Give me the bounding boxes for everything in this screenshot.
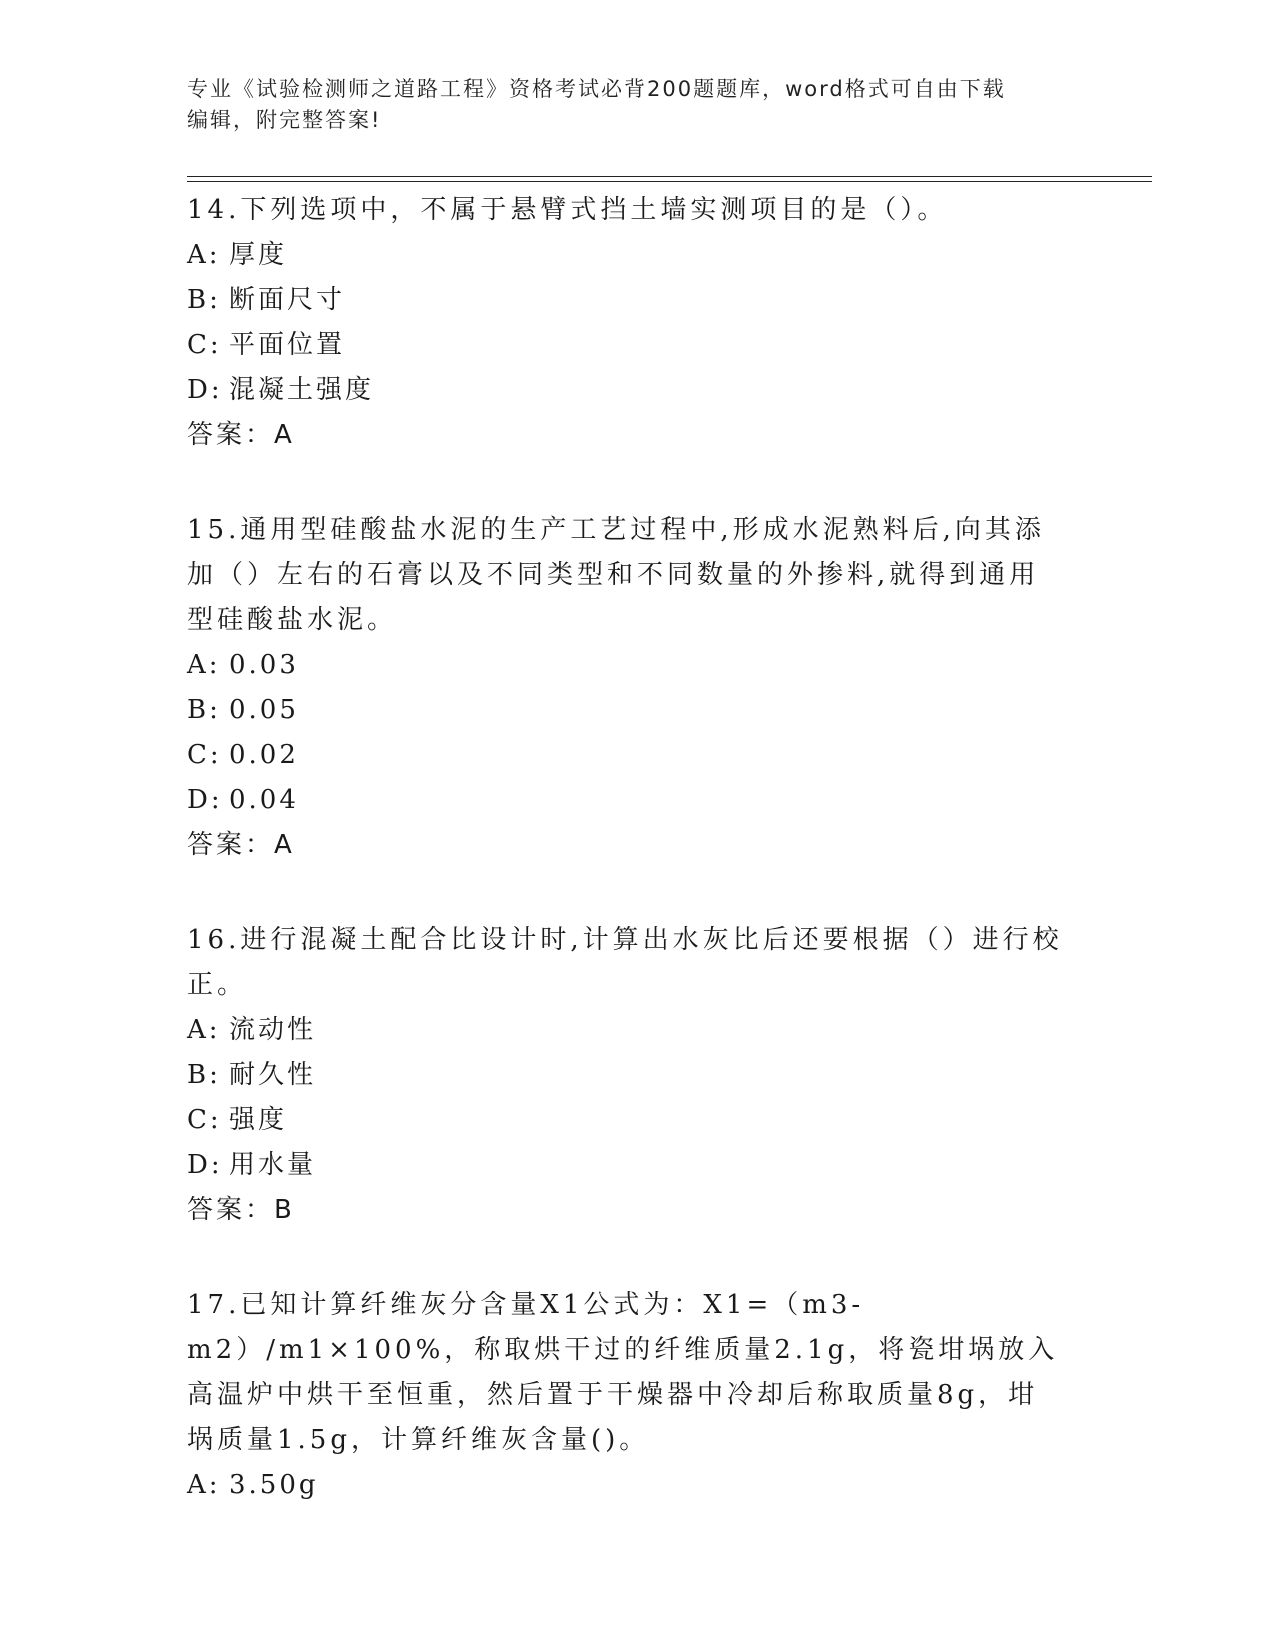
answer-line: 答案：B — [187, 1195, 295, 1225]
question-14 — [187, 188, 1067, 458]
option-key: D: — [187, 375, 223, 405]
option-key: D: — [187, 1150, 223, 1180]
option-key: A: — [187, 1470, 221, 1500]
question-text: 17.已知计算纤维灰分含量X1公式为：X1=（m3-m2）/m1×100%，称取烘干过的纤维质量2.1g，将瓷坩埚放入高温炉中烘干至恒重，然后置于干燥器中冷却后称取质量8g，坩埚质量1.5g，计算纤维灰含量()。 — [187, 1290, 1059, 1455]
option-text: 0.02 — [229, 740, 299, 770]
option-text: 断面尺寸 — [229, 285, 346, 315]
option-a — [187, 233, 1067, 278]
option-key: D: — [187, 785, 223, 815]
option-text: 平面位置 — [229, 330, 346, 360]
option-key: C: — [187, 330, 222, 360]
option-text: 用水量 — [229, 1150, 317, 1180]
answer-line: 答案：A — [187, 830, 295, 860]
option-key: B: — [187, 1060, 221, 1090]
option-key: A: — [187, 650, 221, 680]
option-d — [187, 1143, 1067, 1188]
option-text: 0.03 — [229, 650, 299, 680]
question-15 — [187, 508, 1067, 868]
option-text: 厚度 — [229, 240, 288, 270]
option-a — [187, 1463, 1067, 1508]
question-text: 15.通用型硅酸盐水泥的生产工艺过程中,形成水泥熟料后,向其添加（）左右的石膏以及不同类型和不同数量的外掺料,就得到通用型硅酸盐水泥。 — [187, 515, 1045, 635]
option-a — [187, 1008, 1067, 1053]
header-line-2: 编辑，附完整答案! — [187, 108, 382, 132]
option-text: 3.50g — [229, 1470, 319, 1500]
option-a — [187, 643, 1067, 688]
document-header — [187, 74, 1067, 136]
option-text: 混凝土强度 — [229, 375, 375, 405]
option-text: 0.04 — [229, 785, 299, 815]
option-text: 流动性 — [229, 1015, 317, 1045]
option-key: C: — [187, 1105, 222, 1135]
header-divider-bottom — [187, 181, 1152, 182]
question-text: 16.进行混凝土配合比设计时,计算出水灰比后还要根据（）进行校正。 — [187, 925, 1063, 1000]
option-c — [187, 1098, 1067, 1143]
option-key: A: — [187, 240, 221, 270]
option-d — [187, 368, 1067, 413]
option-d — [187, 778, 1067, 823]
option-b — [187, 278, 1067, 323]
option-text: 耐久性 — [229, 1060, 317, 1090]
question-text: 14.下列选项中，不属于悬臂式挡土墙实测项目的是（）。 — [187, 195, 948, 225]
option-c — [187, 323, 1067, 368]
question-17 — [187, 1283, 1067, 1508]
option-b — [187, 688, 1067, 733]
option-text: 强度 — [229, 1105, 288, 1135]
option-key: B: — [187, 285, 221, 315]
option-b — [187, 1053, 1067, 1098]
answer-line: 答案：A — [187, 420, 295, 450]
option-c — [187, 733, 1067, 778]
question-16 — [187, 918, 1067, 1233]
option-key: B: — [187, 695, 221, 725]
header-line-1: 专业《试验检测师之道路工程》资格考试必背200题题库，word格式可自由下载 — [187, 77, 1006, 101]
header-divider-top — [187, 176, 1152, 177]
option-key: C: — [187, 740, 222, 770]
option-key: A: — [187, 1015, 221, 1045]
option-text: 0.05 — [229, 695, 299, 725]
